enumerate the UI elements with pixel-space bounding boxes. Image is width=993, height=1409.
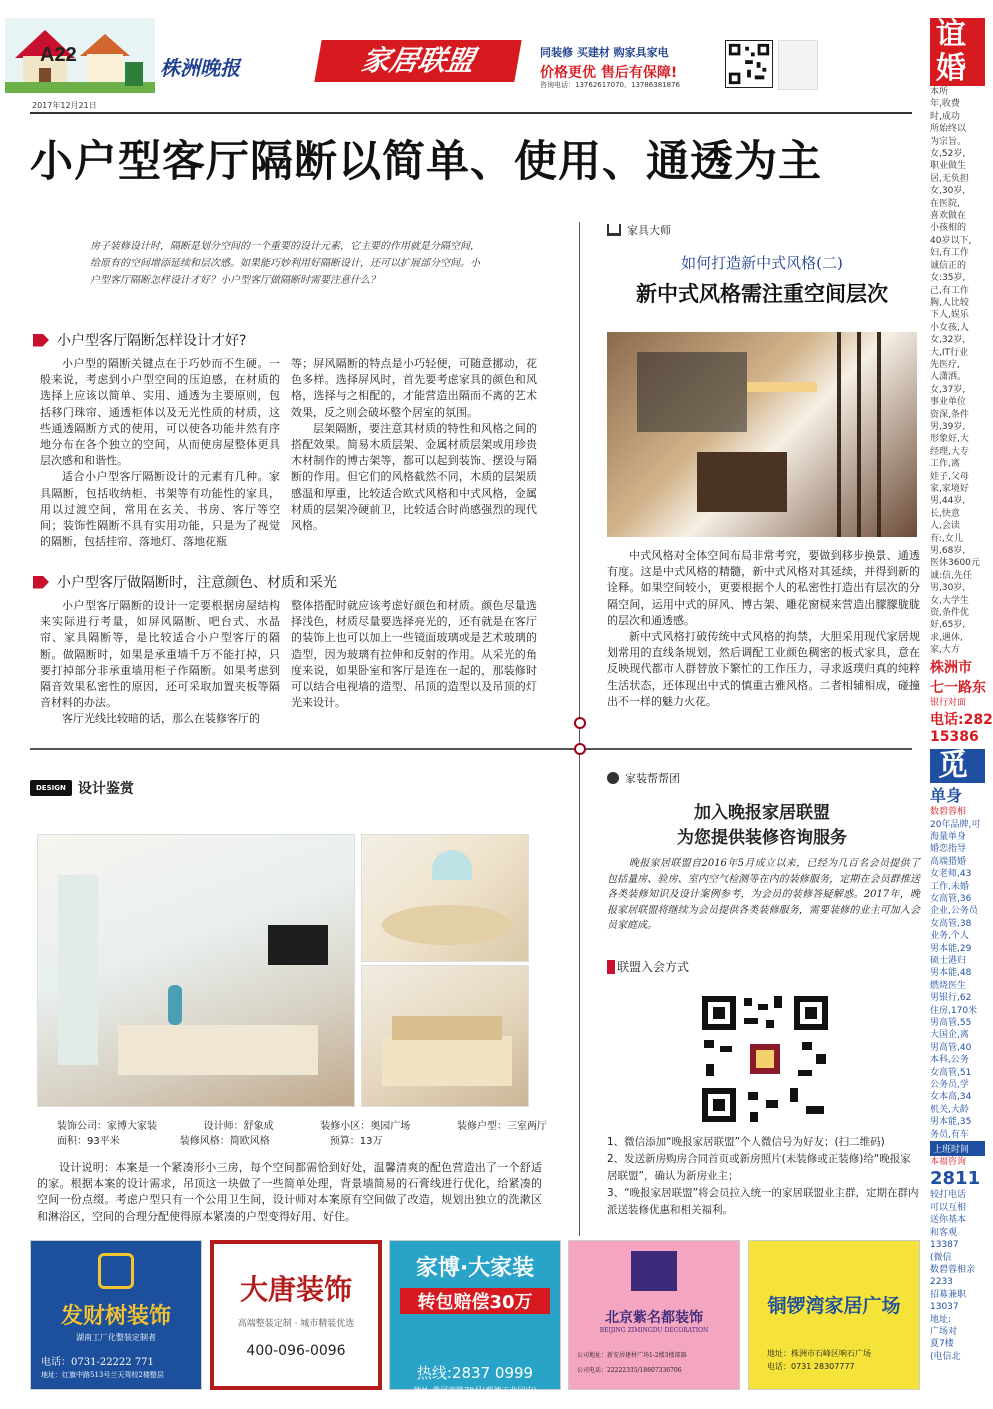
join-step: 2、发送新房购房合同首页或新房照片(未装修或正装修)给“晚报家居联盟”，确认为新房业主； <box>607 1153 911 1182</box>
hand-pointer-icon <box>778 40 818 90</box>
sidebar-line: 妇,有工作 <box>930 248 969 259</box>
sidebar-listings <box>930 86 985 657</box>
sidebar-address: 七一路东 <box>930 679 986 696</box>
living-room-photo <box>37 834 355 1107</box>
sidebar-line: 家,大方 <box>930 645 960 656</box>
sidebar-line: 年,收费 <box>930 99 960 110</box>
sidebar-line: 女,52岁, <box>930 149 966 160</box>
sidebar-line: 燃烧医生 <box>930 980 967 991</box>
masthead: 株洲晚报 <box>160 56 240 80</box>
ad-sub: 高端整装定制 · 城市精装优选 <box>237 1319 355 1329</box>
matchmaking-sidebar <box>930 17 993 1409</box>
sidebar-line: 机关,大龄 <box>930 1104 969 1115</box>
section1-title <box>33 330 246 350</box>
sidebar-line: 较打电话 <box>930 1190 967 1201</box>
sidebar-single-sub: 数碧蓉相 <box>930 807 967 818</box>
sidebar-line: 女:35岁, <box>930 273 966 284</box>
sidebar-line: 20年品牌,可 <box>930 819 981 830</box>
sidebar-line: 喜欢做在 <box>930 211 967 222</box>
sidebar-line: 大国企,离 <box>930 1030 969 1041</box>
section-brand: 家居联盟 <box>314 40 521 82</box>
sidebar-landmark: 银行对面 <box>930 697 967 708</box>
help-column-tag <box>607 770 680 786</box>
section2-title-text: 小户型客厅做隔断时，注意颜色、材质和采光 <box>57 575 337 591</box>
column-divider <box>579 222 580 767</box>
fact-area: 面积：93平米 <box>57 1136 120 1147</box>
paragraph: 适合小户型客厅隔断设计的元素有几种。家具隔断，包括收纳柜、书架等有功能性的家具，用以过渡空间，常用在玄关、书房、客厅等空间；装饰性隔断不具有实用功能，只是为了视觉的隔断，包括挂帘、落地灯、落地花瓶 <box>40 470 280 549</box>
hotline: 咨询电话：13762617070、13786381876 <box>540 81 680 89</box>
header-rule <box>30 112 912 114</box>
sidebar-line: 女本高,34 <box>930 1092 972 1103</box>
sidebar-line: (微信 <box>930 1252 952 1263</box>
sidebar-line: 男,68岁, <box>930 546 966 557</box>
sidebar-line: 企业,公务员 <box>930 906 978 917</box>
join-step: 1、微信添加“晚报家居联盟”个人微信号为好友；(扫二维码) <box>607 1136 885 1148</box>
join-step: 3、“晚报家居联盟”将会员拉入统一的家居联盟业主群，定期在群内派送装修优惠和相关福利。 <box>607 1187 919 1216</box>
sidebar-line: 女,37岁, <box>930 384 966 395</box>
join-title-text: 联盟入会方式 <box>617 960 690 974</box>
sidebar-line: 己,有工作 <box>930 285 969 296</box>
sidebar-head: 谊婚 <box>930 18 985 86</box>
sidebar-line: 男本能,48 <box>930 968 972 979</box>
sidebar-line: 业务,个人 <box>930 931 969 942</box>
section1-col1 <box>40 356 280 550</box>
sidebar-phone: 2811 <box>930 1168 981 1190</box>
sidebar-line: 人,会读 <box>930 521 960 532</box>
tagline-promise: 价格更优 售后有保障! <box>540 65 678 81</box>
ad-address: 地址：红旗中路513号兰天驾校2楼整层 <box>41 1371 164 1379</box>
sidebar-hotline: 本福咨询 <box>930 1157 967 1168</box>
paragraph: 小户型的隔断关键点在于巧妙而不生硬。一般来说，考虑到小户型空间的压迫感，在材质的选择上应该以简单、实用、通透为主要原则，包括移门珠帘、通透柜体以及无光性质的材质，这些通透隔断方式的使用，可以使各功能井然有序地分布在各个独立的空间，从而使房屋整体更具层次感和和谐性。 <box>40 357 280 468</box>
sidebar-head: 觅 <box>930 749 985 783</box>
ad-name: 北京紫名都装饰 <box>605 1310 703 1326</box>
sidebar-line: 女高管,51 <box>930 1067 972 1078</box>
expert-column-tag-text: 家具大师 <box>627 224 671 237</box>
brand-logo-icon <box>631 1251 677 1291</box>
ad-tongluowan[interactable] <box>748 1240 920 1390</box>
design-facts-row1 <box>57 1117 547 1132</box>
ad-phone: 电话：0731-22222 771 <box>41 1357 154 1368</box>
fact-designer: 设计师：舒象成 <box>203 1121 274 1132</box>
sidebar-line: 有:,女儿 <box>930 533 963 544</box>
sidebar-line: 职业做生 <box>930 161 967 172</box>
qr-code-icon <box>694 988 836 1130</box>
fact-community: 装修小区：奥园广场 <box>320 1121 411 1132</box>
ad-name: 家博·大家装 <box>415 1256 535 1281</box>
sidebar-line: 娃子,父母 <box>930 471 969 482</box>
sidebar-line: 女,大学生 <box>930 595 969 606</box>
paragraph: 客厅光线比较暗的话，那么在装修客厅的 <box>62 712 260 726</box>
sidebar-line: 大,IT行业 <box>930 347 969 358</box>
sidebar-line: 先医疗, <box>930 359 960 370</box>
sidebar-single: 单身 <box>930 786 963 806</box>
help-title-line1: 加入晚报家居联盟 <box>694 803 830 823</box>
sidebar-hours: 上班时间 <box>930 1141 985 1156</box>
sidebar-line: 家,家境好 <box>930 484 969 494</box>
sidebar-line: 在医院, <box>930 198 960 209</box>
sidebar-line: 为宗旨。 <box>930 136 967 147</box>
divider-node <box>574 717 586 729</box>
ad-address: 公司地址：新安居建材广场1-2楼3楼部器 <box>577 1352 687 1359</box>
help-column-tag-text: 家装帮帮团 <box>625 772 680 785</box>
dining-room-photo <box>361 834 529 962</box>
sidebar-line: 送你基本 <box>930 1215 967 1226</box>
sidebar-line: 男,44岁, <box>930 496 966 507</box>
brand-logo-icon <box>98 1253 134 1289</box>
sidebar-listings <box>930 819 985 1142</box>
sidebar-line: 招募兼职 <box>930 1289 967 1300</box>
join-title <box>607 958 689 975</box>
sidebar-line: 人潇洒。 <box>930 372 967 383</box>
ad-phone: 公司电话：22222335/18607336706 <box>577 1367 682 1374</box>
bedroom-photo <box>361 965 529 1107</box>
sidebar-line: 小女孩,人 <box>930 322 969 333</box>
article-intro: 房子装修设计时，隔断是划分空间的一个重要的设计元素，它主要的作用就是分隔空间，给原有的空间增添延续和层次感。如果能巧妙利用好隔断设计，还可以扩展部分空间。小户型客厅隔断怎样设计才好？小户型客厅做隔断时需要注意什么？ <box>90 241 480 286</box>
help-title-line2: 为您提供装修咨询服务 <box>677 828 847 848</box>
fact-style: 装修风格：简欧风格 <box>179 1136 270 1147</box>
sidebar-line: 居,无负担 <box>930 173 969 184</box>
paragraph: 中式风格对全体空间布局非常考究，要做到移步换景、通透有度。这是中式风格的精髓，新中式风格对其延续，并得到新的诠释。如果空间较小，更要根据个人的私密性打造出有层次的分隔空间，运用中式的屏风、博古架、雕花窗棂来营造出朦朦胧胧的层次和通透感。 <box>607 549 920 627</box>
sidebar-line: 时,成功 <box>930 111 960 122</box>
sidebar-line: 形象好,大 <box>930 434 969 445</box>
sidebar-line: 男银行,62 <box>930 993 972 1004</box>
furniture-icon <box>607 224 621 236</box>
sidebar-line: 事业单位 <box>930 397 967 408</box>
paragraph: 等；屏风隔断的特点是小巧轻便，可随意挪动，花色多样。选择屏风时，首先要考虑家具的颜色和风格，选择与之相配的，才能营造出隔而不离的艺术效果，反之则会破坏整个居室的氛围。 <box>291 357 537 419</box>
ad-phone: 电话：0731 28307777 <box>767 1362 855 1371</box>
paragraph: 层架隔断，要注意其材质的特性和风格之间的搭配效果。简易木质层架、金属材质层架或用珍贵木材制作的博古架等，都可以起到装饰、摆设与隔断的作用。但它们的风格截然不同，木质的层架质感温和厚重，比较适合欧式风格和中式风格，金属材质的层架冷硬前卫，比较适合时尚感强烈的现代风格。 <box>291 421 537 533</box>
sidebar-line: 可以互相 <box>930 1202 967 1213</box>
divider-node <box>574 743 586 755</box>
sidebar-line: 男,30岁, <box>930 583 966 594</box>
sidebar-line: 男高管,55 <box>930 1018 972 1028</box>
sidebar-line: 女,32岁, <box>930 335 966 346</box>
design-facts-row2 <box>57 1132 382 1147</box>
sidebar-line: 务员,有车 <box>930 1129 969 1140</box>
sidebar-listings <box>930 1189 985 1363</box>
design-showcase-header <box>30 778 134 798</box>
ad-sub: BEIJING ZIMINGDU DECORATION <box>599 1327 709 1334</box>
help-intro: 晚报家居联盟自2016年5月成立以来，已经为几百名会员提供了包括量房、验房、室内空气检测等在内的装修服务，定期在会员群推送各类装修知识及设计案例参考，为会员的装修答疑解惑。2017年，晚报家居联盟将继续为会员提供各类装修服务，需要装修的业主可加入会员家庭成。 <box>607 858 920 931</box>
design-description: 设计说明：本案是一个紧凑形小三房，每个空间都需恰到好处，温馨清爽的配色营造出了一个舒适的家。根据本案的设计需求，吊顶这一块做了一些简单处理，背景墙简易的石膏线进行优化，给紧凑的空间一份点缀。考虑户型只有一个公用卫生间，设计师对本案原有空间做了改造，规划出独立的洗漱区和淋浴区，空间的合理分配使得原本紧凑的户型变得好用、好住。 <box>37 1161 542 1223</box>
sidebar-line: 胸,人比较 <box>930 297 969 308</box>
ad-address: 地址：株洲市石峰区响石广场 <box>767 1349 871 1358</box>
interior-photo <box>607 332 917 537</box>
sidebar-line: 诚:信,先任 <box>930 570 972 581</box>
sidebar-line: 下人,娱乐 <box>930 310 969 321</box>
column-divider <box>579 756 580 1236</box>
section2-col1 <box>40 598 280 728</box>
sidebar-line: 女高管,36 <box>930 893 972 904</box>
fact-company: 装饰公司：家博大家装 <box>57 1121 157 1132</box>
sidebar-line: 海量单身 <box>930 831 967 842</box>
paragraph: 整体搭配时就应该考虑好颜色和材质。颜色尽量选择浅色，材质尽量要选择亮光的，还有就是在客厅的装饰上也可以加上一些镜面玻璃或是艺术玻璃的造型，因为玻璃有拉伸和反射的作用。从采光的角度来说，如果卧室和客厅是连在一起的，那装修时可以结合电视墙的造型、吊顶的造型以及吊顶的灯光来设计。 <box>291 599 537 710</box>
edition-date: 2017年12月21日 <box>32 101 97 110</box>
sidebar-line: 夏7楼 <box>930 1339 954 1350</box>
sidebar-line: 经理,大专 <box>930 446 969 457</box>
sidebar-line: 长,快意 <box>930 508 960 519</box>
expert-body <box>607 548 920 710</box>
sidebar-line: 硕士港归 <box>930 955 967 966</box>
sidebar-line: 13037 <box>930 1302 959 1313</box>
section-marker-icon <box>33 576 49 589</box>
sidebar-line: (电信北 <box>930 1351 961 1362</box>
sidebar-line: 和客观 <box>930 1227 958 1238</box>
sidebar-phone: 15386 <box>930 729 979 746</box>
sidebar-line: 所始终以 <box>930 124 967 135</box>
sidebar-line: 资深,条件 <box>930 409 969 420</box>
paragraph: 小户型客厅隔断的设计一定要根据房屋结构来实际进行考量，如屏风隔断、吧台式、水晶帘、家具隔断等，是比较适合小户型客厅的隔断。做隔断时，如果是承重墙千万不能打掉，只要打掉部分非承重墙用柜子作隔断。如果考虑到隔音效果私密性的原因，还可采取加置夹板等隔音材料的办法。 <box>40 599 280 710</box>
fact-layout: 装修户型：三室两厅 <box>456 1121 547 1132</box>
ad-sub: 湖南工厂化整装定制者 <box>76 1333 156 1342</box>
section1-title-text: 小户型客厅隔断怎样设计才好? <box>57 333 247 349</box>
sidebar-line: 本科,公务 <box>930 1055 969 1066</box>
sidebar-line: 小孩相的 <box>930 223 967 234</box>
sidebar-phone: 电话:282 <box>930 712 993 729</box>
qr-code-icon <box>725 40 773 88</box>
ad-jiabo[interactable] <box>389 1240 561 1395</box>
join-marker-icon <box>607 960 615 974</box>
ad-facaishu[interactable] <box>30 1240 202 1390</box>
sidebar-line: 40岁以下, <box>930 235 972 246</box>
house-illustration <box>5 18 155 93</box>
sidebar-line: 13387 <box>930 1240 959 1251</box>
expert-subtitle: 如何打造新中式风格(二) <box>681 254 843 272</box>
sidebar-line: 工作,离 <box>930 459 960 470</box>
sidebar-line: 高端猎婚 <box>930 856 967 867</box>
sidebar-line: 资,条件优 <box>930 608 969 619</box>
ad-phone: 400-096-0096 <box>246 1343 346 1359</box>
design-badge: DESIGN <box>30 780 72 796</box>
page-number: A22 <box>40 44 77 66</box>
section1-col2 <box>291 356 537 534</box>
ad-phone: 热线:2837 0999 <box>416 1364 534 1382</box>
section2-col2 <box>291 598 537 711</box>
sidebar-line: 地址: <box>930 1314 952 1325</box>
sidebar-line: 女老师,43 <box>930 869 972 880</box>
sidebar-city: 株洲市 <box>930 659 972 676</box>
ad-address: 地址:黄河南路78号(莉德工业园内) <box>413 1386 537 1395</box>
sidebar-line: 2233 <box>930 1277 953 1288</box>
expert-column-tag <box>607 222 671 238</box>
expert-title: 新中式风格需注重空间层次 <box>636 281 888 306</box>
ad-zimingdu[interactable] <box>568 1240 740 1390</box>
ad-name: 发财树装饰 <box>60 1304 171 1329</box>
paragraph: 新中式风格打破传统中式风格的拘禁，大胆采用现代家居规划常用的直线条规划，然后调配工业颜色稠密的板式家具，意在反映现代都市人群替放下繁忙的工作压力，寻求返璞归真的纯粹生活状态，还体现出中式的慎重古雅风格。二者相辅相成，碰撞出不一样的魅力火花。 <box>607 630 920 708</box>
join-steps <box>607 1134 920 1219</box>
sidebar-line: 医休3600元 <box>930 558 980 569</box>
ad-sub: 转包赔偿30万 <box>400 1288 550 1314</box>
design-showcase-title: 设计鉴赏 <box>77 781 134 797</box>
fact-budget: 预算：13万 <box>329 1136 383 1147</box>
page-headline: 小户型客厅隔断以简单、使用、通透为主 <box>30 137 822 187</box>
tagline: 同装修 买建材 购家具家电 <box>540 46 669 59</box>
sidebar-line: 婚恋指导 <box>930 844 967 855</box>
section-divider <box>30 748 912 750</box>
sidebar-line: 女,30岁, <box>930 186 966 197</box>
ad-datang[interactable] <box>210 1240 382 1390</box>
sidebar-line: 女高管,38 <box>930 918 972 929</box>
ad-name: 铜锣湾家居广场 <box>767 1295 901 1317</box>
sidebar-line: 求,遇休, <box>930 632 963 643</box>
section2-title <box>33 572 337 592</box>
sidebar-line: 工作,未婚 <box>930 881 969 892</box>
sidebar-line: 公务员,学 <box>930 1080 969 1091</box>
sidebar-line: 本所 <box>930 87 949 97</box>
sidebar-line: 男本能,35 <box>930 1117 972 1128</box>
sidebar-line: 诚信正的 <box>930 260 967 271</box>
sidebar-line: 男,39岁, <box>930 421 966 432</box>
sidebar-line: 好,65岁, <box>930 620 966 631</box>
sidebar-line: 数碧蓉相亲 <box>930 1264 976 1275</box>
sidebar-line: 男本能,29 <box>930 943 972 954</box>
section-marker-icon <box>33 334 49 347</box>
sidebar-line: 住房,170米 <box>930 1005 978 1016</box>
person-icon <box>607 772 619 784</box>
ad-name: 大唐装饰 <box>239 1273 352 1306</box>
sidebar-line: 男高管,40 <box>930 1042 972 1053</box>
sidebar-line: 广场对 <box>930 1326 958 1337</box>
